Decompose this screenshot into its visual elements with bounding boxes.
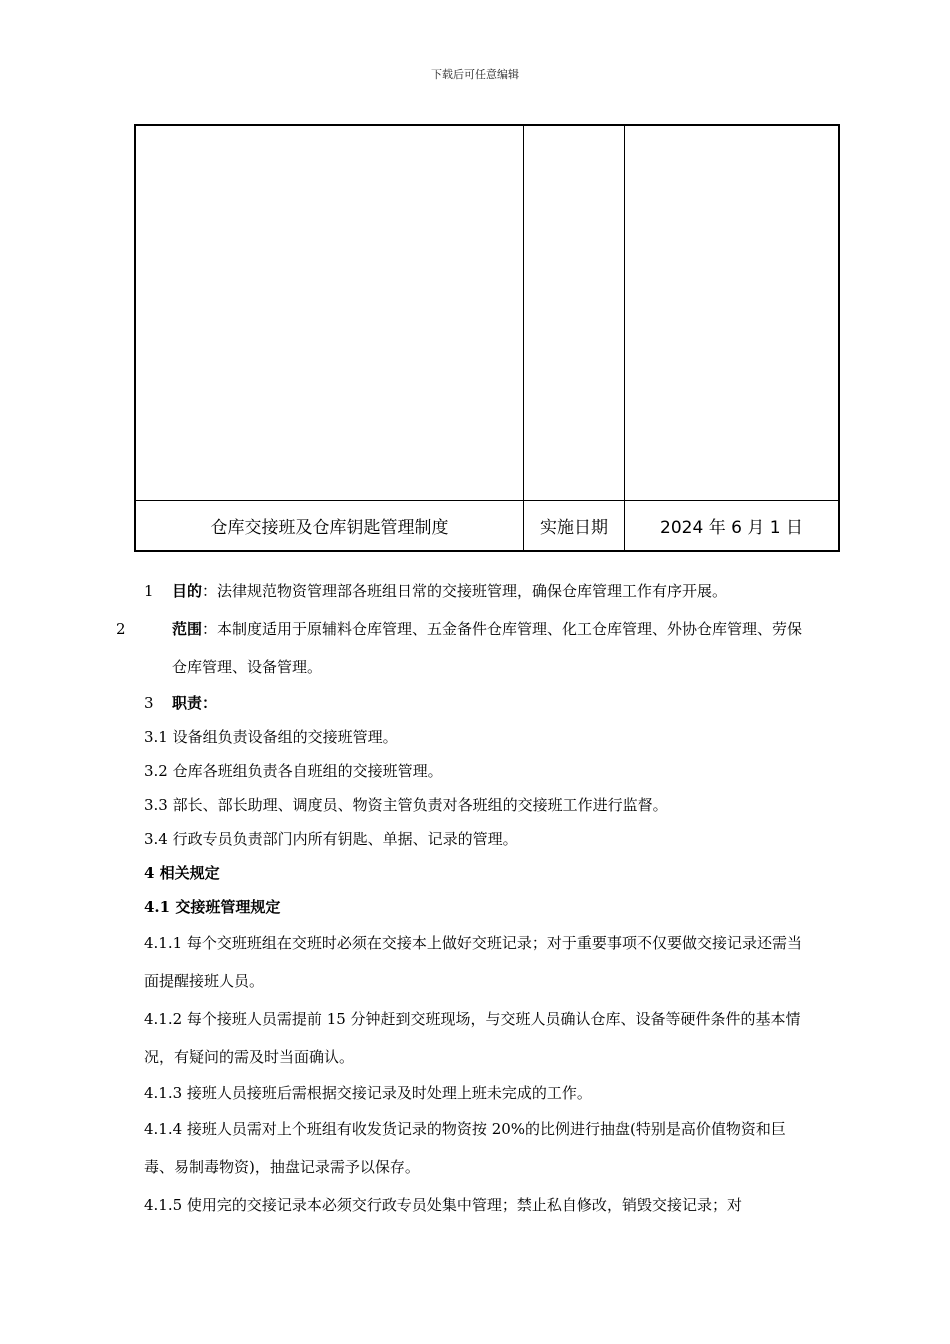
clause-4-1-4: 4.1.4 接班人员需对上个班组有收发货记录的物资按 20%的比例进行抽盘(特别是高价值物资和巨毒、易制毒物资)，抽盘记录需予以保存。 [144,1120,786,1176]
section-scope: 2 范围：本制度适用于原辅料仓库管理、五金备件仓库管理、化工仓库管理、外协仓库管理、劳保仓库管理、设备管理。 [144,610,814,686]
document-title-table [134,124,840,552]
effective-date-label: 实施日期 [540,518,608,538]
table-divider [523,126,524,550]
section-number: 1 [144,582,154,600]
page-header-note: 下载后可任意编辑 [431,68,519,81]
section-responsibilities: 3 职责： [144,686,814,720]
section-regulations: 4 相关规定 [144,864,220,882]
effective-date-value: 2024 年 6 月 1 日 [660,518,803,538]
section-text: 法律规范物资管理部各班组日常的交接班管理，确保仓库管理工作有序开展。 [217,582,728,600]
clause-4-1-3: 4.1.3 接班人员接班后需根据交接记录及时处理上班未完成的工作。 [144,1084,592,1102]
clause-4-1-5: 4.1.5 使用完的交接记录本必须交行政专员处集中管理；禁止私自修改，销毁交接记录；对 [144,1196,742,1214]
clause-4-1-2: 4.1.2 每个接班人员需提前 15 分钟赶到交班现场，与交班人员确认仓库、设备等硬件条件的基本情况，有疑问的需及时当面确认。 [144,1010,801,1066]
clause-4-1-1: 4.1.1 每个交班班组在交班时必须在交接本上做好交班记录；对于重要事项不仅要做交接记录还需当面提醒接班人员。 [144,934,802,990]
table-divider [624,126,625,550]
section-text: 本制度适用于原辅料仓库管理、五金备件仓库管理、化工仓库管理、外协仓库管理、劳保仓库管理、设备管理。 [172,620,803,676]
section-purpose: 1 目的：法律规范物资管理部各班组日常的交接班管理，确保仓库管理工作有序开展。 [144,572,814,610]
section-label: 范围 [172,620,203,638]
document-title: 仓库交接班及仓库钥匙管理制度 [210,518,449,538]
section-number: 2 [116,620,126,638]
clause-3-1: 3.1 设备组负责设备组的交接班管理。 [144,728,398,746]
clause-4-1: 4.1 交接班管理规定 [144,898,281,916]
clause-3-2: 3.2 仓库各班组负责各自班组的交接班管理。 [144,762,443,780]
clause-3-3: 3.3 部长、部长助理、调度员、物资主管负责对各班组的交接班工作进行监督。 [144,796,668,814]
section-label: 职责 [172,694,203,712]
section-label: 目的 [172,582,203,600]
section-number: 3 [144,694,154,712]
document-body [116,572,814,1224]
clause-3-4: 3.4 行政专员负责部门内所有钥匙、单据、记录的管理。 [144,830,518,848]
